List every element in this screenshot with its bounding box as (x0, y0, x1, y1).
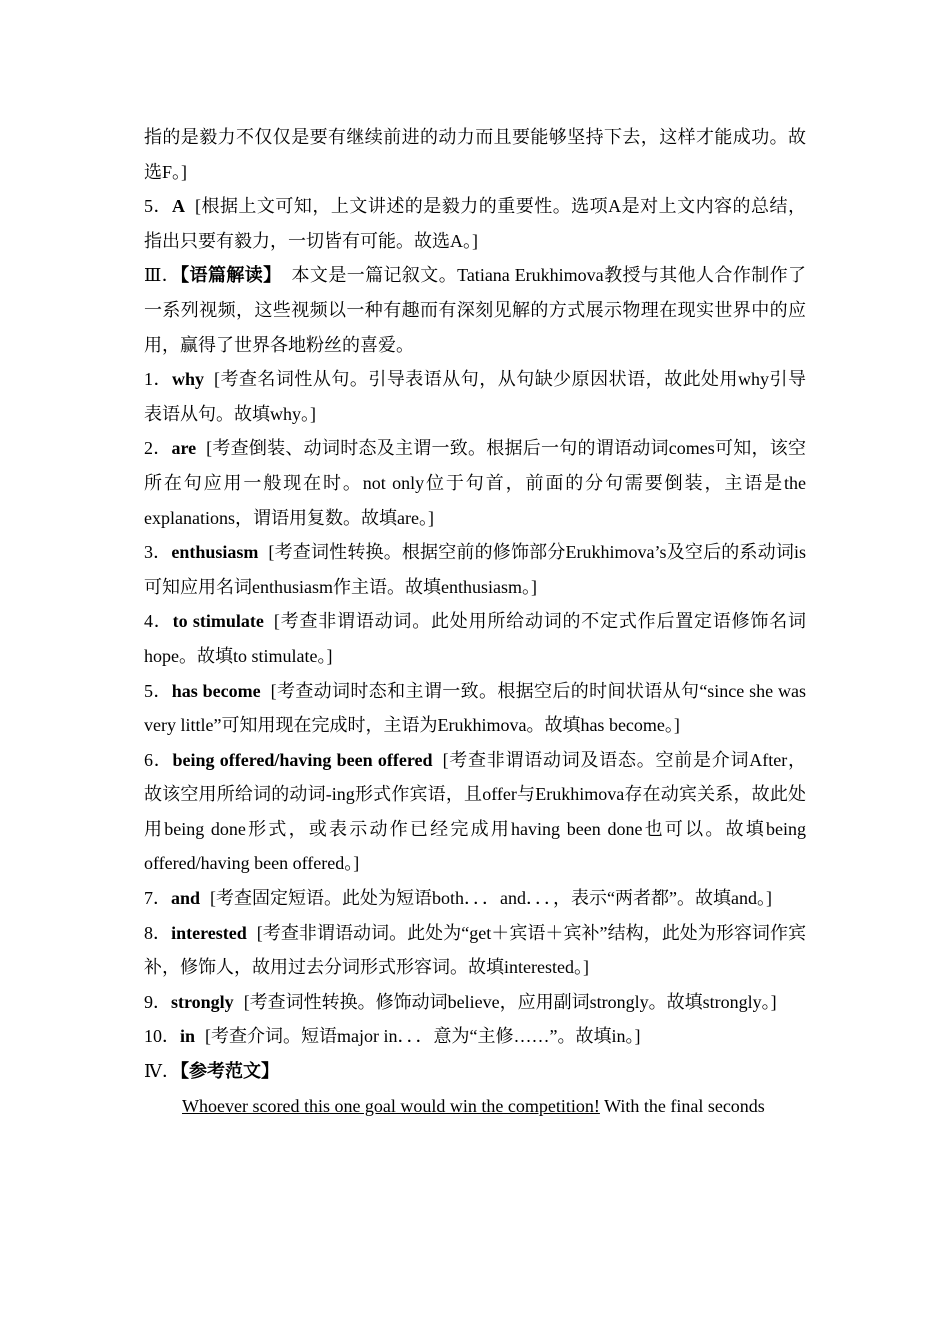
item-number: 1． (144, 369, 172, 390)
answer-key-text (144, 120, 806, 1123)
item-number: 8． (144, 922, 172, 943)
item-number: 3． (144, 542, 172, 563)
answer-item (144, 431, 806, 535)
answer-explanation: [考查名词性从句。引导表语从句，从句缺少原因状语，故此处用why引导表语从句。故填why。] (144, 369, 806, 424)
answer-label: to stimulate (172, 611, 264, 632)
essay-text: With the final seconds (599, 1095, 765, 1116)
answer-explanation: [根据上文可知，上文讲述的是毅力的重要性。选项A是对上文内容的总结，指出只要有毅力，一切皆有可能。故选A。] (144, 196, 807, 251)
answer-explanation: [考查词性转换。修饰动词believe，应用副词strongly。故填strongly。] (243, 991, 777, 1012)
paragraph-text: 指的是毅力不仅仅是要有继续前进的动力而且要能够坚持下去，这样才能成功。故选F。] (144, 127, 806, 182)
answer-label: being offered/having been offered (172, 749, 433, 770)
answer-explanation: [考查词性转换。根据空前的修饰部分Erukhimova’s及空后的系动词is可知应用名词enthusiasm作主语。故填enthusiasm。] (144, 542, 807, 597)
answer-label: strongly (171, 991, 234, 1012)
section-title: 【语篇解读】 (180, 265, 282, 286)
answer-item (144, 362, 806, 431)
model-essay (144, 1089, 806, 1124)
item-number: 5． (144, 196, 172, 217)
item-number: 9． (144, 991, 171, 1012)
item-number: 2． (144, 438, 172, 459)
section-title: 【参考范文】 (179, 1061, 279, 1082)
section-header (144, 1054, 806, 1089)
section-number: Ⅲ． (144, 265, 181, 286)
answer-item (144, 535, 806, 604)
answer-item (144, 743, 806, 881)
answer-item (144, 881, 806, 916)
answer-label: interested (171, 922, 247, 943)
answer-explanation: [考查非谓语动词及语态。空前是介词After，故该空用所给词的动词-ing形式作宾语，且offer与Erukhimova存在动宾关系，故此处用being done形式，或表示动作已经完成用having been done也可以。故填being offered/having been offered。] (144, 749, 806, 874)
answer-label: why (171, 369, 204, 390)
answer-label: A (171, 196, 185, 217)
answer-explanation: [考查倒装、动词时态及主谓一致。根据后一句的谓语动词comes可知，该空所在句应用一般现在时。not only位于句首，前面的分句需要倒装，主语是the explanations，谓语用复数。故填are。] (144, 438, 806, 528)
answer-label: enthusiasm (171, 542, 259, 563)
item-number: 10． (144, 1026, 180, 1047)
section-summary: 本文是一篇记叙文。Tatiana Erukhimova教授与其他人合作制作了一系列视频，这些视频以一种有趣而有深刻见解的方式展示物理在现实世界中的应用，赢得了世界各地粉丝的喜爱。 (144, 265, 807, 355)
answer-explanation: [考查非谓语动词。此处用所给动词的不定式作后置定语修饰名词hope。故填to stimulate。] (144, 611, 807, 666)
answer-label: and (171, 888, 201, 909)
answer-item (144, 916, 806, 985)
answer-item (144, 1019, 806, 1054)
answer-item (144, 189, 806, 258)
section-number: Ⅳ． (144, 1061, 180, 1082)
item-number: 7． (144, 888, 171, 909)
answer-label: in (180, 1026, 196, 1047)
answer-item (144, 985, 806, 1020)
answer-item (144, 674, 806, 743)
item-number: 4． (144, 611, 173, 632)
answer-label: has become (171, 680, 261, 701)
answer-label: are (171, 438, 197, 459)
answer-explanation: [考查非谓语动词。此处为“get＋宾语＋宾补”结构，此处为形容词作宾补，修饰人，故用过去分词形式形容词。故填interested。] (144, 922, 806, 978)
item-number: 6． (144, 749, 173, 770)
essay-underlined-sentence: Whoever scored this one goal would win the competition! (182, 1095, 600, 1116)
answer-item (144, 604, 806, 673)
item-number: 5． (144, 680, 172, 701)
section-header (144, 258, 806, 362)
answer-explanation: [考查动词时态和主谓一致。根据空后的时间状语从句“since she was very little”可知用现在完成时，主语为Erukhimova。故填has become。] (144, 680, 807, 736)
paragraph-continuation (144, 120, 806, 189)
answer-explanation: [考查介词。短语major in．．．意为“主修……”。故填in。] (205, 1026, 641, 1047)
answer-explanation: [考查固定短语。此处为短语both．．．and．．．，表示“两者都”。故填and。] (210, 888, 772, 909)
